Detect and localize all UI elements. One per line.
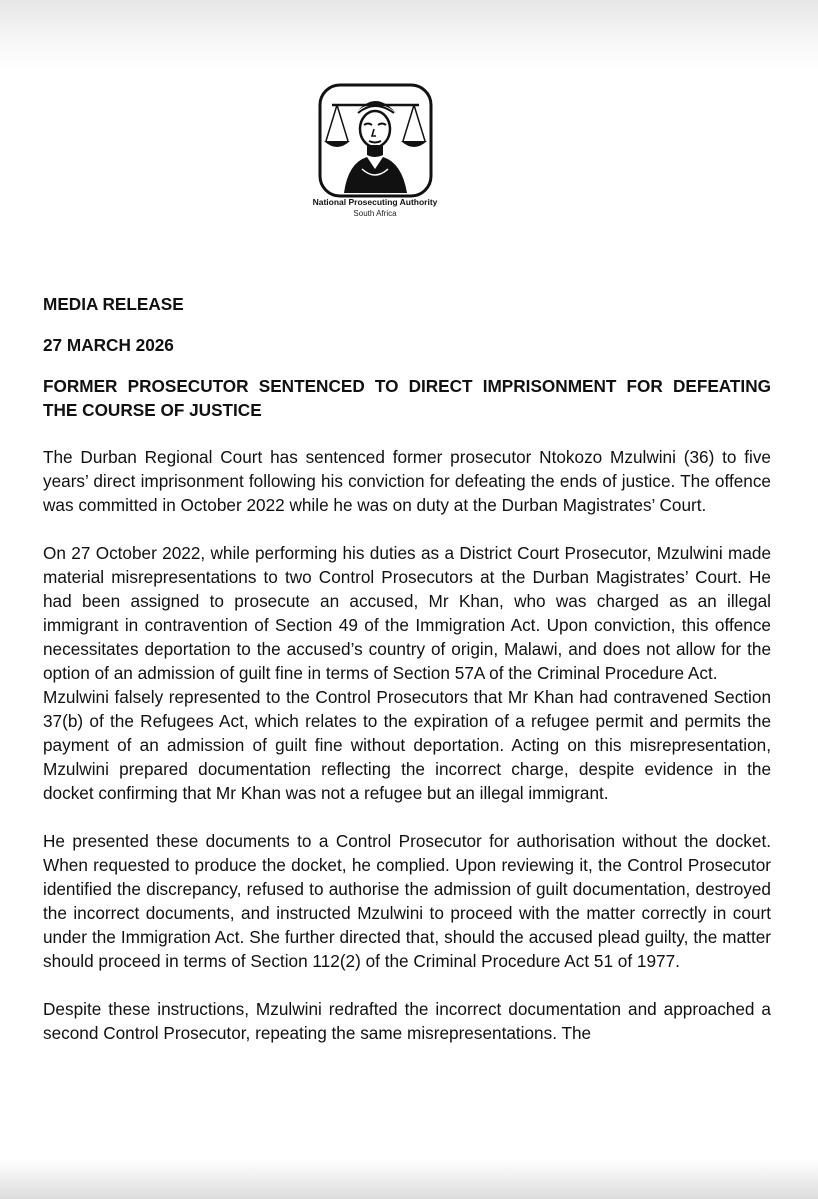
bottom-shadow [0, 1159, 818, 1199]
paragraph-2: On 27 October 2022, while performing his duties as a District Court Prosecutor, Mzulwini made material misrepresentations to two Control Prosecutors at the Durban Magistrates’ Court. He had been assigned to prosecute an accused, Mr Khan, who was charged as an illegal immigrant in contravention of Section 49 of the Immigration Act. Upon conviction, this offence necessitates deportation to the accused’s country of origin, Malawi, and does not allow for the option of an admission of guilt fine in terms of Section 57A of the Criminal Procedure Act. [43, 543, 771, 683]
paragraph-3: Mzulwini falsely represented to the Control Prosecutors that Mr Khan had contravened Section 37(b) of the Refugees Act, which relates to the expiration of a refugee permit and permits the payment of an admission of guilt fine without deportation. Acting on this misrepresentation, Mzulwini prepared documentation reflecting the incorrect charge, despite evidence in the docket confirming that Mr Khan was not a refugee but an illegal immigrant. [43, 687, 771, 803]
release-title: FORMER PROSECUTOR SENTENCED TO DIRECT IMPRISONMENT FOR DEFEATING THE COURSE OF JUSTICE [43, 376, 771, 420]
npa-logo [318, 83, 433, 198]
org-country: South Africa [353, 209, 397, 218]
paragraph-4: He presented these documents to a Control Prosecutor for authorisation without the docket. When requested to produce the docket, he complied. Upon reviewing it, the Control Prosecutor identified the discrepancy, refused to authorise the admission of guilt documentation, destroyed the incorrect documents, and instructed Mzulwini to proceed with the matter correctly in court under the Immigration Act. She further directed that, should the accused plead guilty, the matter should proceed in terms of Section 112(2) of the Criminal Procedure Act 51 of 1977. [43, 831, 771, 971]
paragraph-1: The Durban Regional Court has sentenced former prosecutor Ntokozo Mzulwini (36) to five years’ direct imprisonment following his conviction for defeating the ends of justice. The offence was committed in October 2022 while he was on duty at the Durban Magistrates’ Court. [43, 447, 771, 515]
release-label: MEDIA RELEASE [43, 294, 184, 314]
release-date: 27 MARCH 2026 [43, 335, 174, 355]
scales-of-justice-emblem-icon [318, 83, 433, 198]
org-name: National Prosecuting Authority [312, 197, 438, 207]
paragraph-5: Despite these instructions, Mzulwini redrafted the incorrect documentation and approached a second Control Prosecutor, repeating the same misrepresentations. The [43, 999, 771, 1043]
top-shadow [0, 0, 818, 70]
media-release-body [43, 292, 771, 1045]
